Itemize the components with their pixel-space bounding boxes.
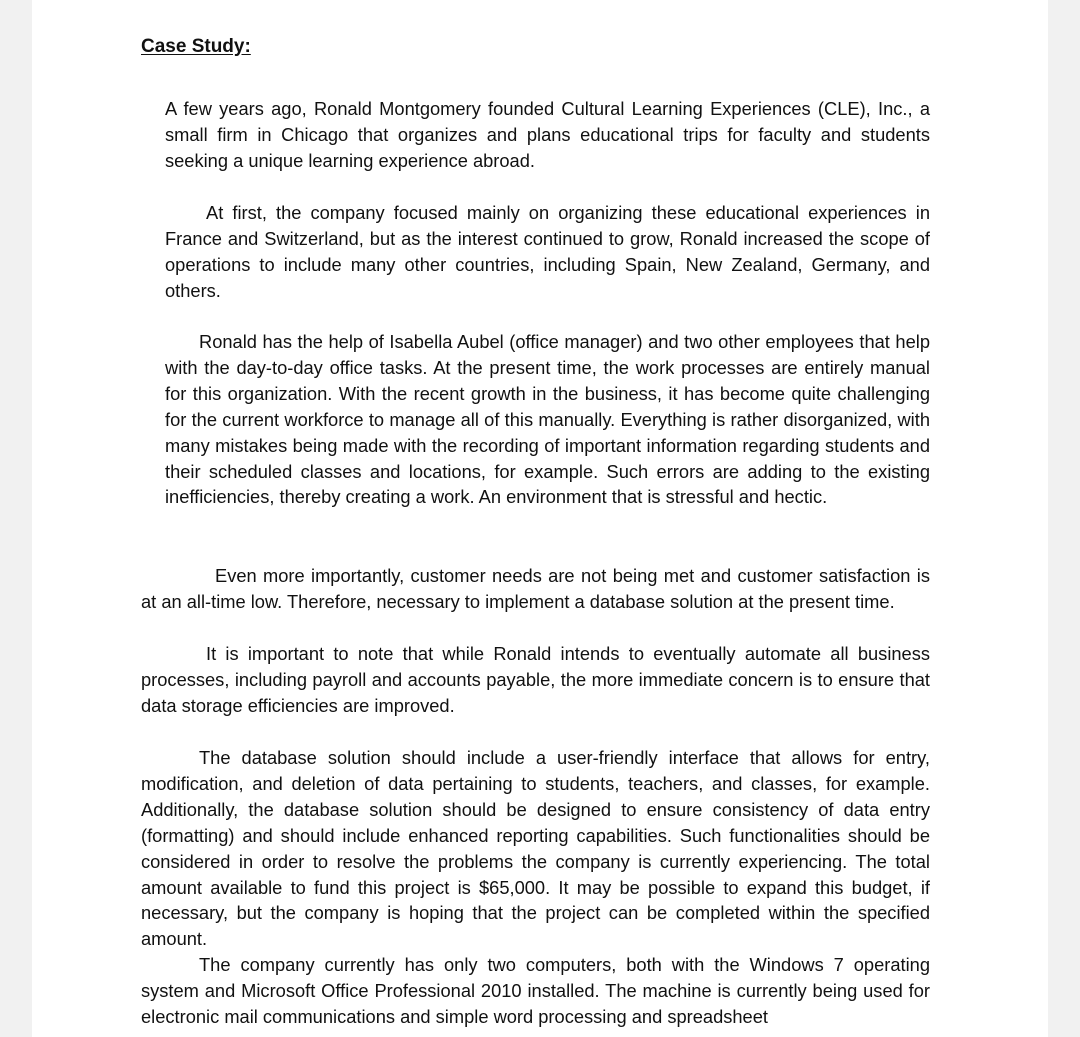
document-page [32, 0, 1048, 1037]
paragraph-database-requirements: The database solution should include a user-friendly interface that allows for entry, modification, and deletion of data pertaining to students, teachers, and classes, for example. Additionally, the database solution should be designed to ensure consistency of data entry (formatting) and should include enhanced reporting capabilities. Such functionalities should be considered in order to resolve the problems the company is currently experiencing. The total amount available to fund this project is $65,000. It may be possible to expand this budget, if necessary, but the company is hoping that the project can be completed within the specified amount. [141, 747, 930, 950]
paragraph-customer-satisfaction: Even more importantly, customer needs are not being met and customer satisfaction is at an all-time low. Therefore, necessary to implement a database solution at the present time. [141, 565, 930, 612]
paragraph-automation-note: It is important to note that while Ronald intends to eventually automate all business processes, including payroll and accounts payable, the more immediate concern is to ensure that data storage efficiencies are improved. [141, 643, 930, 716]
case-study-heading: Case Study: [141, 36, 251, 57]
paragraph-intro: A few years ago, Ronald Montgomery founded Cultural Learning Experiences (CLE), Inc., a small firm in Chicago that organizes and plans educational trips for faculty and students seeking a unique learning experience abroad. [165, 98, 930, 171]
paragraph-staff-and-problems: Ronald has the help of Isabella Aubel (office manager) and two other employees that help with the day-to-day office tasks. At the present time, the work processes are entirely manual for this organization. With the recent growth in the business, it has become quite challenging for the current workforce to manage all of this manually. Everything is rather disorganized, with many mistakes being made with the recording of important information regarding students and their scheduled classes and locations, for example. Such errors are adding to the existing inefficiencies, thereby creating a work. An environment that is stressful and hectic. [165, 331, 930, 508]
paragraph-current-computers: The company currently has only two computers, both with the Windows 7 operating system and Microsoft Office Professional 2010 installed. The machine is currently being used for electronic mail communications and simple word processing and spreadsheet [141, 954, 930, 1027]
paragraph-company-focus: At first, the company focused mainly on organizing these educational experiences in France and Switzerland, but as the interest continued to grow, Ronald increased the scope of operations to include many other countries, including Spain, New Zealand, Germany, and others. [165, 202, 930, 301]
